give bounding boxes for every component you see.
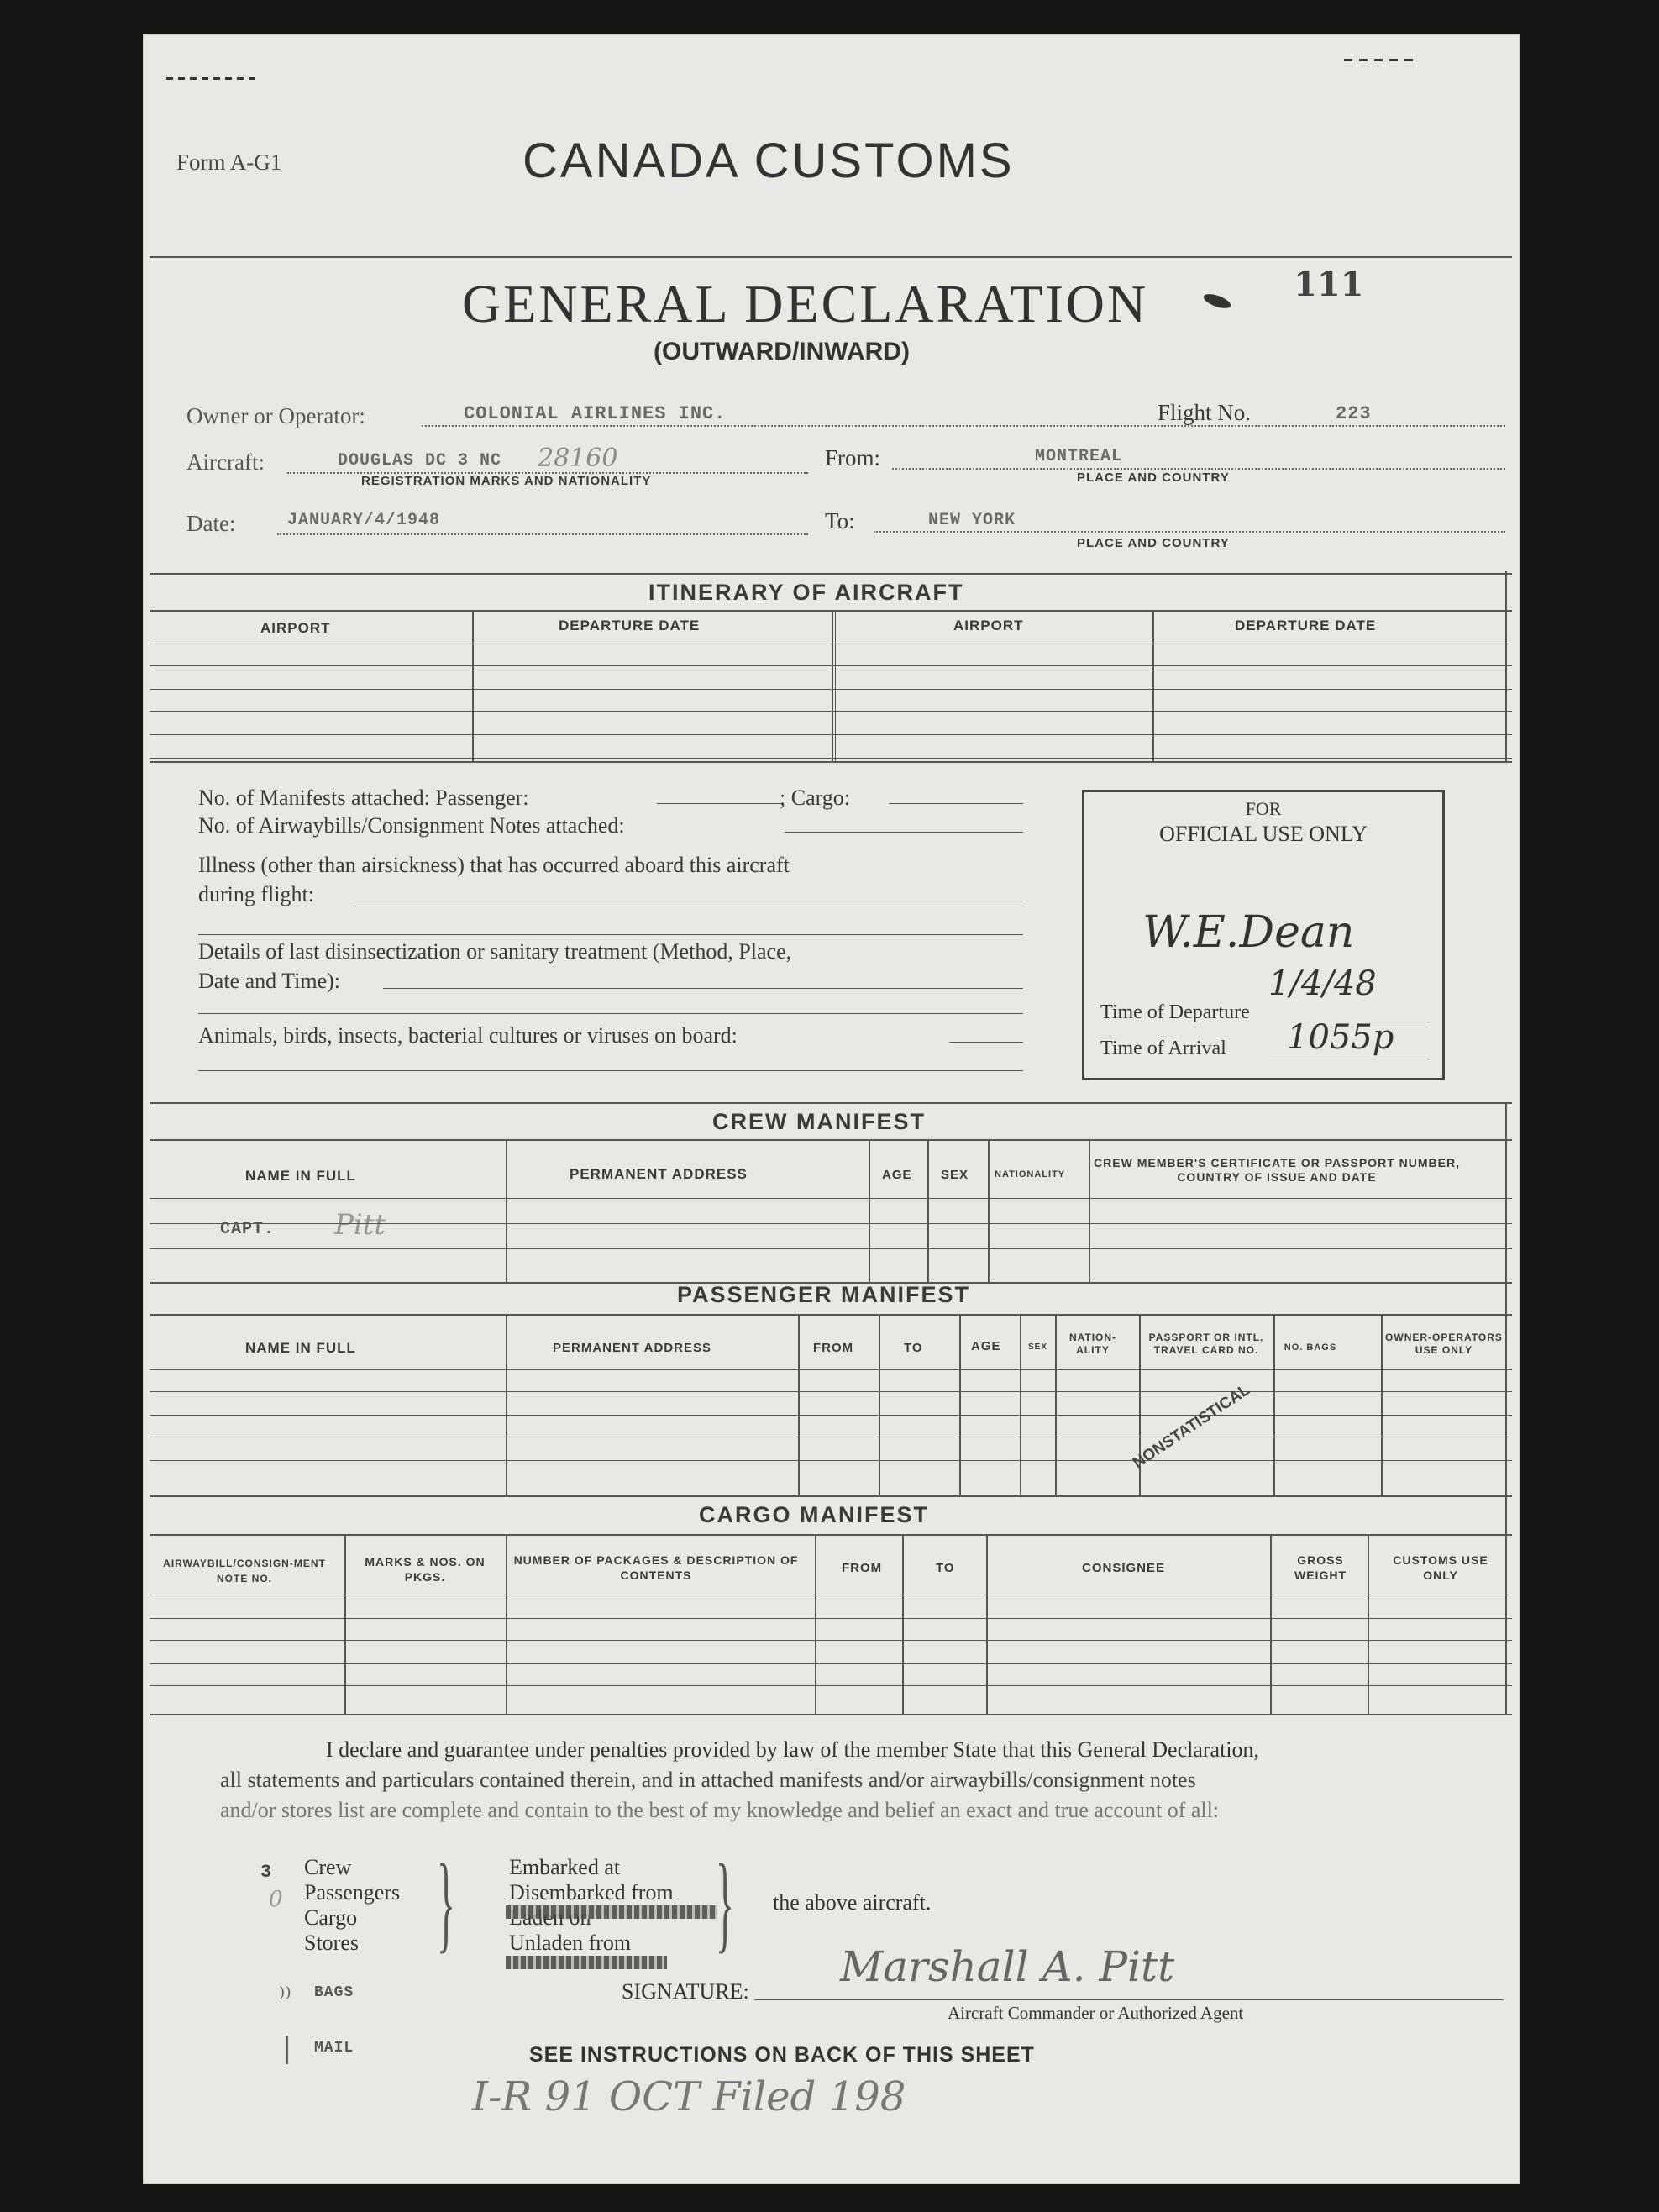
cargo-header-airwaybill: AIRWAYBILL/CONSIGN-MENT NOTE NO. — [163, 1558, 326, 1584]
table-rule — [150, 1618, 1512, 1619]
cargo-manifest-line — [889, 803, 1023, 804]
departure-time-label: Time of Departure — [1100, 1001, 1250, 1023]
table-rule — [150, 758, 1512, 759]
itinerary-header-date-2: DEPARTURE DATE — [1235, 617, 1377, 633]
official-date: 1/4/48 — [1268, 964, 1377, 1003]
table-rule — [150, 1714, 1512, 1715]
bags-label: BAGS — [314, 1984, 354, 2001]
declaration-item-crew: Crew — [304, 1855, 352, 1879]
animals-line-2 — [198, 1070, 1023, 1071]
table-rule — [150, 1685, 1512, 1686]
instructions-footer: SEE INSTRUCTIONS ON BACK OF THIS SHEET — [529, 2043, 1035, 2067]
table-divider — [927, 1139, 929, 1282]
passenger-header-owner-use: OWNER-OPERATORS USE ONLY — [1385, 1332, 1503, 1356]
edge-mark — [1344, 59, 1420, 61]
from-line — [892, 468, 1505, 470]
crew-manifest-title: CREW MANIFEST — [712, 1109, 926, 1134]
table-rule — [150, 761, 1512, 763]
declaration-item-cargo: Cargo — [304, 1905, 358, 1930]
itinerary-title: ITINERARY OF AIRCRAFT — [648, 580, 964, 605]
date-value: JANUARY/4/1948 — [287, 511, 441, 530]
table-divider — [344, 1534, 346, 1714]
flight-no-label: Flight No. — [1158, 400, 1252, 425]
agency-title: CANADA CUSTOMS — [522, 134, 1015, 188]
aircraft-label: Aircraft: — [186, 449, 265, 475]
passenger-header-nationality: NATION-ALITY — [1068, 1332, 1117, 1356]
crew-count: 3 — [260, 1862, 273, 1883]
table-divider — [1152, 610, 1154, 761]
table-divider — [879, 1314, 880, 1495]
signature-handwriting: Marshall A. Pitt — [840, 1942, 1175, 1991]
to-caption: PLACE AND COUNTRY — [1077, 536, 1230, 550]
declaration-line-3: and/or stores list are complete and contain to the best of my knowledge and belief an exact and true account of all: — [220, 1798, 1220, 1822]
date-label: Date: — [186, 511, 236, 536]
animals-label: Animals, birds, insects, bacterial cultures or viruses on board: — [198, 1023, 738, 1048]
itinerary-header-date-1: DEPARTURE DATE — [559, 617, 701, 633]
crew-header-sex: SEX — [941, 1168, 969, 1182]
table-divider — [506, 1314, 507, 1495]
brace-left: } — [437, 1842, 455, 1963]
itinerary-header-airport-1: AIRPORT — [260, 620, 331, 636]
official-use-title-2: OFFICIAL USE ONLY — [1159, 822, 1368, 846]
crew-entry-name: Pitt — [334, 1208, 386, 1242]
table-rule — [150, 665, 1512, 666]
serial-number: 111 — [1294, 265, 1364, 304]
table-divider — [1273, 1314, 1275, 1495]
illness-line-2 — [198, 934, 1023, 935]
passengers-count: 0 — [269, 1887, 283, 1912]
table-divider — [1381, 1314, 1383, 1495]
cargo-header-consignee: CONSIGNEE — [1082, 1561, 1166, 1575]
strikeout-mark — [506, 1905, 717, 1919]
nonstatistical-stamp: NONSTATISTICAL — [1130, 1380, 1253, 1473]
table-divider — [815, 1534, 816, 1714]
table-rule — [150, 1534, 1512, 1536]
movement-embarked: Embarked at — [509, 1855, 621, 1879]
table-divider — [798, 1314, 800, 1495]
table-divider — [902, 1534, 904, 1714]
to-value: NEW YORK — [928, 511, 1016, 530]
table-divider — [506, 1139, 507, 1282]
divider — [150, 256, 1512, 258]
arrival-time-label: Time of Arrival — [1100, 1038, 1226, 1059]
cargo-header-gross-weight: GROSS WEIGHT — [1294, 1553, 1347, 1582]
mail-count-mark: | — [282, 2031, 292, 2065]
table-divider — [959, 1314, 961, 1495]
table-rule — [150, 610, 1512, 612]
declaration-line-1: I declare and guarantee under penalties provided by law of the member State that this General Declaration, — [326, 1737, 1260, 1762]
movement-disembarked: Disembarked from — [509, 1880, 674, 1905]
cargo-header-from: FROM — [842, 1561, 883, 1575]
cargo-header-to: TO — [936, 1561, 955, 1575]
table-divider — [986, 1534, 988, 1714]
table-rule — [150, 1198, 1512, 1199]
passenger-header-bags: NO. BAGS — [1284, 1342, 1337, 1353]
disinsect-label: Details of last disinsectization or sanitary treatment (Method, Place, — [198, 939, 792, 964]
ink-mark — [1202, 292, 1232, 312]
table-divider — [506, 1534, 507, 1714]
passenger-header-address: PERMANENT ADDRESS — [553, 1341, 711, 1355]
cargo-header-description: NUMBER OF PACKAGES & DESCRIPTION OF CONTENTS — [513, 1553, 799, 1582]
section-rule — [150, 573, 1512, 575]
official-use-title-1: FOR — [1245, 798, 1282, 819]
table-rule — [150, 1248, 1512, 1249]
cargo-manifest-title: CARGO MANIFEST — [699, 1502, 929, 1527]
date-line — [277, 533, 808, 535]
itinerary-header-airport-2: AIRPORT — [953, 617, 1024, 633]
aircraft-value: DOUGLAS DC 3 NC — [338, 451, 502, 470]
passenger-header-sex: SEX — [1028, 1342, 1048, 1352]
table-divider — [988, 1139, 990, 1282]
table-rule — [150, 1495, 1512, 1497]
table-divider — [1020, 1314, 1021, 1495]
passenger-header-name: NAME IN FULL — [245, 1340, 356, 1356]
strikeout-mark — [506, 1956, 667, 1969]
crew-header-address: PERMANENT ADDRESS — [570, 1166, 748, 1182]
to-line — [874, 531, 1505, 533]
from-value: MONTREAL — [1035, 447, 1123, 466]
crew-header-name: NAME IN FULL — [245, 1168, 356, 1184]
table-rule — [150, 1314, 1512, 1316]
table-divider — [832, 610, 833, 761]
mail-label: MAIL — [314, 2040, 354, 2057]
passenger-manifest-line — [657, 803, 781, 804]
table-rule — [150, 1460, 1512, 1461]
form-title: GENERAL DECLARATION — [462, 274, 1149, 334]
airwaybills-label: No. of Airwaybills/Consignment Notes attached: — [198, 813, 625, 838]
table-divider — [869, 1139, 870, 1282]
declaration-item-stores: Stores — [304, 1931, 359, 1955]
bags-count-mark: ⁾⁾ — [279, 1983, 291, 2012]
table-rule — [150, 1139, 1512, 1141]
table-rule — [150, 1663, 1512, 1664]
airwaybills-line — [785, 832, 1023, 833]
disinsect-line — [383, 988, 1023, 989]
table-rule — [150, 734, 1512, 735]
flight-no-value: 223 — [1336, 403, 1372, 424]
table-rule — [150, 1369, 1512, 1370]
owner-value: COLONIAL AIRLINES INC. — [464, 403, 727, 424]
signature-line — [754, 1999, 1504, 2000]
filing-note: I-R 91 OCT Filed 198 — [472, 2073, 906, 2120]
cargo-manifest-label: ; Cargo: — [780, 785, 851, 810]
crew-header-nationality: NATIONALITY — [995, 1169, 1066, 1180]
table-divider — [1505, 1102, 1507, 1282]
crew-header-certificate: CREW MEMBER'S CERTIFICATE OR PASSPORT NUMBER, COUNTRY OF ISSUE AND DATE — [1094, 1156, 1460, 1184]
table-rule — [150, 1640, 1512, 1641]
passenger-header-to: TO — [904, 1341, 923, 1355]
table-divider — [1055, 1314, 1057, 1495]
disinsect-line-2 — [198, 1013, 1023, 1014]
official-initials: W.E.Dean — [1142, 907, 1355, 958]
table-rule — [150, 1391, 1512, 1392]
declaration-line-2: all statements and particulars contained therein, and in attached manifests and/or airwaybills/consignment notes — [220, 1768, 1196, 1792]
table-divider — [1089, 1139, 1090, 1282]
manifests-label: No. of Manifests attached: Passenger: — [198, 785, 529, 810]
flight-no-line — [1278, 425, 1505, 427]
passenger-manifest-title: PASSENGER MANIFEST — [677, 1282, 971, 1307]
table-rule — [150, 711, 1512, 712]
disinsect-label-2: Date and Time): — [198, 969, 340, 993]
brace-right: } — [716, 1842, 734, 1963]
form-subtitle: (OUTWARD/INWARD) — [654, 338, 910, 365]
above-aircraft: the above aircraft. — [773, 1890, 932, 1915]
declaration-form — [143, 34, 1520, 2184]
crew-header-age: AGE — [882, 1168, 912, 1182]
table-rule — [150, 1223, 1512, 1224]
crew-entry-rank: CAPT. — [220, 1220, 276, 1239]
declaration-item-passengers: Passengers — [304, 1880, 401, 1905]
passenger-header-passport: PASSPORT OR INTL. TRAVEL CARD NO. — [1148, 1332, 1264, 1356]
table-divider — [1270, 1534, 1272, 1714]
cargo-header-marks: MARKS & NOS. ON PKGS. — [365, 1555, 486, 1584]
from-label: From: — [825, 445, 881, 470]
signature-caption: Aircraft Commander or Authorized Agent — [948, 2003, 1244, 2023]
passenger-header-from: FROM — [813, 1341, 854, 1355]
to-label: To: — [825, 508, 855, 533]
arrival-time-value: 1055p — [1287, 1018, 1394, 1057]
table-divider — [1505, 571, 1507, 761]
signature-label: SIGNATURE: — [622, 1979, 749, 2004]
table-divider — [1505, 1495, 1507, 1714]
illness-label-2: during flight: — [198, 882, 314, 906]
table-divider — [1505, 1282, 1507, 1495]
edge-mark — [166, 77, 259, 80]
section-rule — [150, 1102, 1512, 1104]
aircraft-caption: REGISTRATION MARKS AND NATIONALITY — [361, 474, 652, 488]
table-rule — [150, 689, 1512, 690]
aircraft-handwritten: 28160 — [538, 444, 618, 473]
movement-unladen: Unladen from — [509, 1931, 632, 1955]
table-divider — [835, 610, 836, 761]
table-rule — [150, 1415, 1512, 1416]
passenger-header-age: AGE — [971, 1339, 1001, 1353]
from-caption: PLACE AND COUNTRY — [1077, 470, 1230, 485]
animals-line — [949, 1042, 1023, 1043]
owner-label: Owner or Operator: — [186, 403, 365, 428]
table-divider — [472, 610, 474, 761]
illness-label: Illness (other than airsickness) that has occurred aboard this aircraft — [198, 853, 790, 877]
cargo-header-customs-use: CUSTOMS USE ONLY — [1393, 1553, 1488, 1582]
table-divider — [1368, 1534, 1369, 1714]
form-number: Form A-G1 — [176, 150, 282, 175]
